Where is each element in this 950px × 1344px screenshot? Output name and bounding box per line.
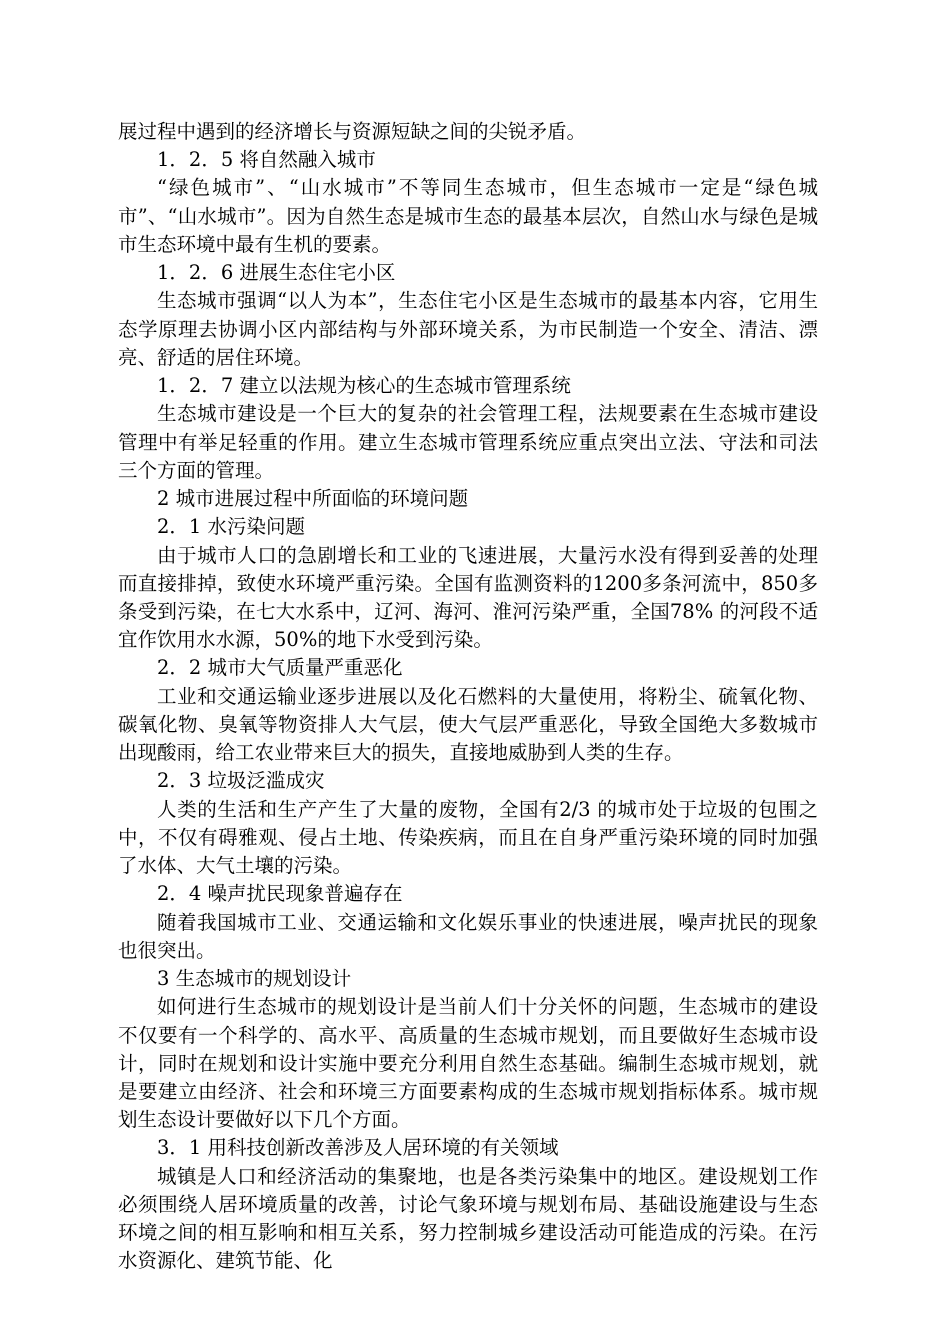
paragraph: “绿色城市”、“山水城市”不等同生态城市，但生态城市一定是“绿色城市”、“山水城市”。因为自然生态是城市生态的最基本层次，自然山水与绿色是城市生态环境中最有生机的要素。: [118, 176, 818, 256]
paragraph: 由于城市人口的急剧增长和工业的飞速进展，大量污水没有得到妥善的处理而直接排掉，致使水环境严重污染。全国有监测资料的1200多条河流中，850多条受到污染，在七大水系中，辽河、海河、淮河污染严重，全国78% 的河段不适宜作饮用水水源，50%的地下水受到污染。: [118, 543, 818, 652]
document-body: [118, 118, 818, 1276]
paragraph: 生态城市建设是一个巨大的复杂的社会管理工程，法规要素在生态城市建设管理中有举足轻重的作用。建立生态城市管理系统应重点突出立法、守法和司法三个方面的管理。: [118, 402, 818, 482]
section-heading-2: 2 城市进展过程中所面临的环境问题: [157, 487, 469, 511]
paragraph: 如何进行生态城市的规划设计是当前人们十分关怀的问题，生态城市的建设不仅要有一个科学的、高水平、高质量的生态城市规划，而且要做好生态城市设计，同时在规划和设计实施中要充分利用自然生态基础。编制生态城市规划，就是要建立由经济、社会和环境三方面要素构成的生态城市规划指标体系。城市规划生态设计要做好以下几个方面。: [118, 995, 818, 1132]
section-heading-1-2-6: 1．2．6 进展生态住宅小区: [157, 261, 396, 285]
section-heading-1-2-7: 1．2．7 建立以法规为核心的生态城市管理系统: [157, 374, 571, 398]
section-heading-2-4: 2．4 噪声扰民现象普遍存在: [157, 882, 403, 906]
section-heading-3: 3 生态城市的规划设计: [157, 967, 352, 991]
section-heading-2-1: 2．1 水污染问题: [157, 515, 306, 539]
section-heading-1-2-5: 1．2．5 将自然融入城市: [157, 148, 376, 172]
paragraph: 随着我国城市工业、交通运输和文化娱乐事业的快速进展，噪声扰民的现象也很突出。: [118, 910, 818, 962]
paragraph: 城镇是人口和经济活动的集聚地，也是各类污染集中的地区。建设规划工作必须围绕人居环境质量的改善，讨论气象环境与规划布局、基础设施建设与生态环境之间的相互影响和相互关系，努力控制城乡建设活动可能造成的污染。在污水资源化、建筑节能、化: [118, 1164, 818, 1273]
paragraph-continuation: 展过程中遇到的经济增长与资源短缺之间的尖锐矛盾。: [118, 120, 587, 143]
paragraph: 工业和交通运输业逐步进展以及化石燃料的大量使用，将粉尘、硫氧化物、碳氧化物、臭氧等物资排人大气层，使大气层严重恶化，导致全国绝大多数城市出现酸雨，给工农业带来巨大的损失，直接地威胁到人类的生存。: [118, 684, 818, 765]
section-heading-3-1: 3．1 用科技创新改善涉及人居环境的有关领域: [157, 1136, 559, 1160]
paragraph: 人类的生活和生产产生了大量的废物，全国有2/3 的城市处于垃圾的包围之中，不仅有碍雅观、侵占土地、传染疾病，而且在自身严重污染环境的同时加强了水体、大气土壤的污染。: [118, 797, 818, 878]
section-heading-2-3: 2．3 垃圾泛滥成灾: [157, 769, 325, 793]
section-heading-2-2: 2．2 城市大气质量严重恶化: [157, 656, 403, 680]
paragraph: 生态城市强调“以人为本”，生态住宅小区是生态城市的最基本内容，它用生态学原理去协调小区内部结构与外部环境关系，为市民制造一个安全、清洁、漂亮、舒适的居住环境。: [118, 289, 818, 369]
